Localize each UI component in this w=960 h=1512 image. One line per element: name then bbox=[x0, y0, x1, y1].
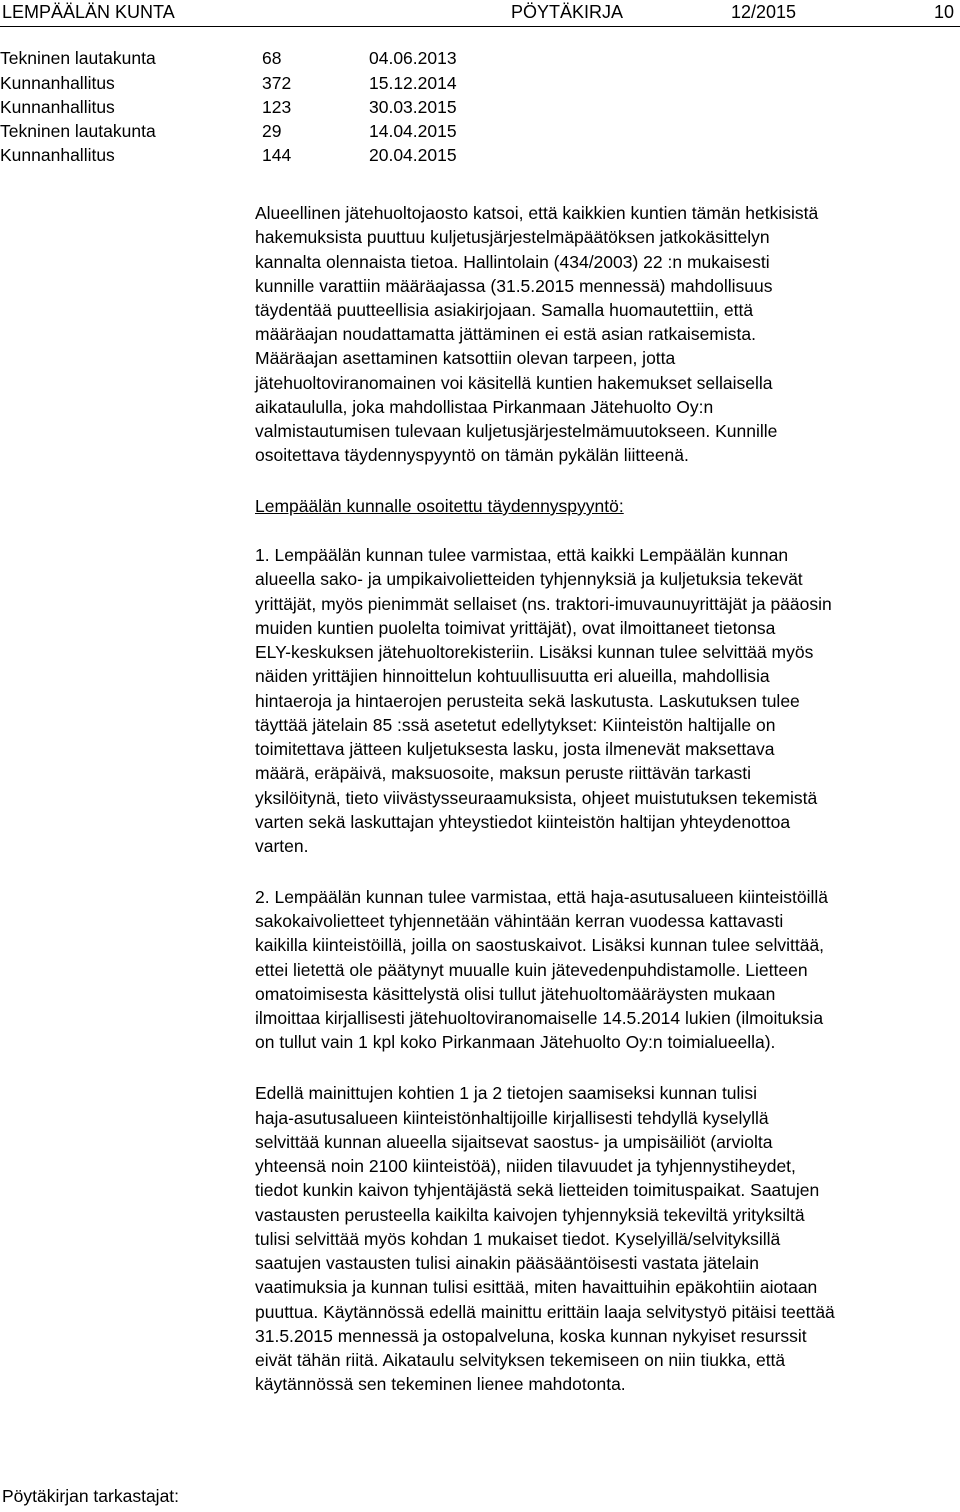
paragraph-line: toimitettava jätteen kuljetuksesta lasku, josta ilmenevät maksettava bbox=[255, 739, 775, 759]
paragraph-line: hakemuksista puuttuu kuljetusjärjestelmäpäätöksen jatkokäsittelyn bbox=[255, 227, 770, 247]
paragraph-line: eivät tähän riitä. Aikataulu selvityksen tekemiseen on niin tiukka, että bbox=[255, 1350, 786, 1370]
history-row bbox=[0, 48, 960, 72]
history-date: 20.04.2015 bbox=[369, 145, 457, 165]
paragraph-line: varten. bbox=[255, 836, 309, 856]
paragraph-line: täyttää jätelain 85 :ssä asetetut edellytykset: Kiinteistön haltijalle on bbox=[255, 715, 776, 735]
paragraph-line: saatujen vastausten tulisi ainakin pääsääntöisesti vastata jätelain bbox=[255, 1253, 759, 1273]
history-body: Tekninen lautakunta bbox=[0, 48, 156, 68]
page-number: 10 bbox=[934, 2, 955, 22]
subheading: Lempäälän kunnalle osoitettu täydennyspyyntö: bbox=[255, 496, 624, 516]
history-row bbox=[0, 121, 960, 145]
history-row bbox=[0, 73, 960, 97]
history-body: Tekninen lautakunta bbox=[0, 121, 156, 141]
paragraph-line: yrittäjät, myös pienimmät sellaiset (ns. traktori-imuvaunuyrittäjät ja pääosin bbox=[255, 594, 832, 614]
paragraph-line: varten sekä laskuttajan yhteystiedot kiinteistön haltijan yhteydenottoa bbox=[255, 812, 791, 832]
organization-name: LEMPÄÄLÄN KUNTA bbox=[2, 2, 175, 22]
paragraph-line: omatoimisesta käsittelystä olisi tullut jätehuoltomääräysten mukaan bbox=[255, 984, 776, 1004]
paragraph-line: sakokaivolietteet tyhjennetään vähintään kerran vuodessa kattavasti bbox=[255, 911, 784, 931]
paragraph-line: määräajan noudattamatta jättäminen ei estä asian ratkaisemista. bbox=[255, 324, 756, 344]
document-type: PÖYTÄKIRJA bbox=[511, 2, 624, 22]
history-date: 30.03.2015 bbox=[369, 97, 457, 117]
paragraph-line: 1. Lempäälän kunnan tulee varmistaa, että kaikki Lempäälän kunnan bbox=[255, 545, 789, 565]
history-row bbox=[0, 97, 960, 121]
paragraph-line: Edellä mainittujen kohtien 1 ja 2 tietojen saamiseksi kunnan tulisi bbox=[255, 1083, 757, 1103]
history-row bbox=[0, 145, 960, 169]
history-number: 372 bbox=[262, 73, 292, 93]
paragraph-line: ettei lietettä ole päätynyt muualle kuin jätevedenpuhdistamolle. Lietteen bbox=[255, 960, 808, 980]
paragraph-line: puuttua. Käytännössä edellä mainittu erittäin laaja selvitystyö pitäisi teettää bbox=[255, 1302, 835, 1322]
paragraph-line: haja-asutusalueen kiinteistönhaltijoille kirjallisesti tehdyllä kyselyllä bbox=[255, 1108, 769, 1128]
paragraph-line: kaikilla kiinteistöillä, joilla on saostuskaivot. Lisäksi kunnan tulee selvittää, bbox=[255, 935, 825, 955]
paragraph-line: Määräajan asettaminen katsottiin olevan tarpeen, jotta bbox=[255, 348, 676, 368]
paragraph-line: kunnille varattiin määräajassa (31.5.2015 mennessä) mahdollisuus bbox=[255, 276, 773, 296]
paragraph-line: on tullut vain 1 kpl koko Pirkanmaan Jätehuolto Oy:n toimialueella). bbox=[255, 1032, 776, 1052]
paragraph-line: yhteensä noin 2100 kiinteistöä), niiden tilavuudet ja tyhjennystiheydet, bbox=[255, 1156, 796, 1176]
paragraph-line: muiden kuntien puolelta toimivat yrittäjät), ovat ilmoittaneet tietonsa bbox=[255, 618, 776, 638]
paragraph-line: valmistautumisen tulevaan kuljetusjärjestelmämuutokseen. Kunnille bbox=[255, 421, 778, 441]
paragraph-line: jätehuoltoviranomainen voi käsitellä kuntien hakemukset sellaisella bbox=[255, 373, 773, 393]
paragraph-line: 2. Lempäälän kunnan tulee varmistaa, että haja-asutusalueen kiinteistöillä bbox=[255, 887, 828, 907]
paragraph-line: aikataululla, joka mahdollistaa Pirkanmaan Jätehuolto Oy:n bbox=[255, 397, 714, 417]
paragraph-line: ELY-keskuksen jätehuoltorekisteriin. Lisäksi kunnan tulee selvittää myös bbox=[255, 642, 814, 662]
history-date: 14.04.2015 bbox=[369, 121, 457, 141]
header-divider bbox=[0, 26, 960, 27]
paragraph-line: hintaeroja ja hintaerojen perusteita sekä laskutusta. Laskutuksen tulee bbox=[255, 691, 800, 711]
paragraph-line: alueella sako- ja umpikaivolietteiden tyhjennyksiä ja kuljetuksia tekevät bbox=[255, 569, 803, 589]
history-body: Kunnanhallitus bbox=[0, 97, 115, 117]
history-number: 144 bbox=[262, 145, 292, 165]
minutes-reviewers-label: Pöytäkirjan tarkastajat: bbox=[2, 1486, 180, 1506]
paragraph-line: kannalta olennaista tietoa. Hallintolain (434/2003) 22 :n mukaisesti bbox=[255, 252, 770, 272]
document-number: 12/2015 bbox=[731, 2, 797, 22]
paragraph-line: tiedot kunkin kaivon tyhjentäjästä sekä lietteiden toimituspaikat. Saatujen bbox=[255, 1180, 820, 1200]
paragraph-line: osoitettava täydennyspyyntö on tämän pykälän liitteenä. bbox=[255, 445, 689, 465]
history-body: Kunnanhallitus bbox=[0, 73, 115, 93]
paragraph-line: tulisi selvittää myös kohdan 1 mukaiset tiedot. Kyselyillä/selvityksillä bbox=[255, 1229, 781, 1249]
history-number: 68 bbox=[262, 48, 282, 68]
history-date: 04.06.2013 bbox=[369, 48, 457, 68]
history-date: 15.12.2014 bbox=[369, 73, 457, 93]
paragraph-line: käytännössä sen tekeminen lienee mahdotonta. bbox=[255, 1374, 626, 1394]
paragraph-line: ilmoittaa kirjallisesti jätehuoltoviranomaiselle 14.5.2014 lukien (ilmoituksia bbox=[255, 1008, 824, 1028]
paragraph-line: Alueellinen jätehuoltojaosto katsoi, että kaikkien kuntien tämän hetkisistä bbox=[255, 203, 819, 223]
paragraph-line: näiden yrittäjien hinnoittelun kohtuullisuutta eri alueilla, mahdollisia bbox=[255, 666, 770, 686]
paragraph-line: selvittää kunnan alueella sijaitsevat saostus- ja umpisäiliöt (arviolta bbox=[255, 1132, 773, 1152]
history-number: 123 bbox=[262, 97, 292, 117]
paragraph-line: vastausten perusteella kaikilta kaivojen tyhjennyksiä tekeviltä yrityksiltä bbox=[255, 1205, 805, 1225]
history-body: Kunnanhallitus bbox=[0, 145, 115, 165]
paragraph-line: vaatimuksia ja kunnan tulisi esittää, miten havaittuihin epäkohtiin aiotaan bbox=[255, 1277, 818, 1297]
paragraph-line: määrä, eräpäivä, maksuosoite, maksun peruste riittävän tarkasti bbox=[255, 763, 752, 783]
paragraph-line: yksilöitynä, tieto viivästysseuraamuksista, ohjeet muistutuksen tekemistä bbox=[255, 788, 818, 808]
paragraph-line: täydentää puutteellisia asiakirjojaan. Samalla huomautettiin, että bbox=[255, 300, 754, 320]
history-number: 29 bbox=[262, 121, 282, 141]
paragraph-line: 31.5.2015 mennessä ja ostopalveluna, koska kunnan nykyiset resurssit bbox=[255, 1326, 807, 1346]
